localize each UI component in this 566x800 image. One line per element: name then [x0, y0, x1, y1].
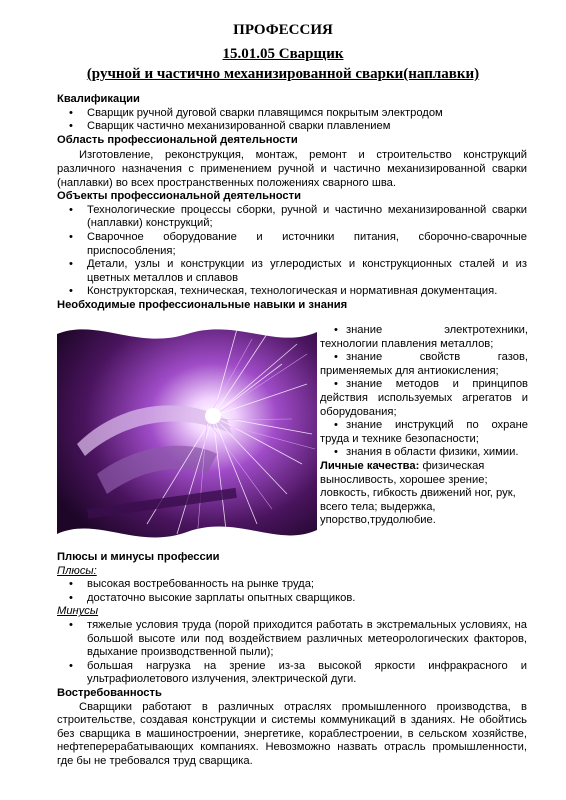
- profession-code-title: 15.01.05 Сварщик: [222, 46, 344, 62]
- skills-column: [320, 324, 528, 528]
- list-item: • достаточно высокие зарплаты опытных сварщиков.: [57, 592, 527, 606]
- page-title: ПРОФЕССИЯ: [233, 22, 333, 38]
- list-item: • знание электротехники, технологии плавления металлов;: [320, 324, 528, 351]
- personal-qualities: [320, 460, 528, 528]
- pros-label: Плюсы:: [57, 564, 97, 577]
- area-heading: Область профессиональной деятельности: [57, 133, 298, 146]
- list-item: • тяжелые условия труда (порой приходится работать в экстремальных условиях, на большой высоте или под воздействием различных метеорологических факторов, вдыхание производственной пыли);: [57, 619, 527, 660]
- personal-qualities-label: Личные качества:: [320, 459, 420, 472]
- skills-heading: Необходимые профессиональные навыки и знания: [57, 298, 348, 311]
- list-item: • Технологические процессы сборки, ручной и частично механизированной сварки (наплавки) конструкций;: [57, 204, 527, 231]
- objects-list: [57, 204, 527, 299]
- list-item: • Конструкторская, техническая, технологическая и нормативная документация.: [57, 285, 527, 299]
- list-item: • знания в области физики, химии.: [320, 446, 528, 460]
- personal-qualities-text: физическая выносливость, хорошее зрение; ловкость, гибкость движений ног, рук, всего тела; выдержка, упорство,трудолюбие.: [320, 459, 516, 527]
- skills-list: [320, 324, 528, 460]
- list-item: • знание методов и принципов действия используемых агрегатов и оборудования;: [320, 378, 528, 419]
- list-item: • Сварочное оборудование и источники питания, сборочно-сварочные приспособления;: [57, 231, 527, 258]
- profession-subtitle: (ручной и частично механизированной сварки(наплавки): [86, 66, 480, 82]
- pros-list: [57, 578, 527, 605]
- proscons-heading: Плюсы и минусы профессии: [57, 551, 220, 563]
- cons-list: [57, 619, 527, 687]
- qualifications-heading: Квалификации: [57, 93, 140, 105]
- demand-text: Сварщики работают в различных отраслях промышленного производства, в строительстве, создавая конструкции и системы коммуникаций в зданиях. Не обойтись без сварщика в машиностроении, энергетике, кораблестроении, в сельском хозяйстве, нефтеперерабатывающих компаниях. Невозможно назвать отрасль промышленности, где бы не требовался труд сварщика.: [57, 700, 527, 767]
- objects-heading: Объекты профессиональной деятельности: [57, 190, 301, 203]
- list-item: • Сварщик ручной дуговой сварки плавящимся покрытым электродом: [57, 107, 527, 121]
- welding-photo: [57, 324, 317, 546]
- list-item: • Детали, узлы и конструкции из углеродистых и конструкционных сталей и из цветных металлов и сплавов: [57, 258, 527, 285]
- bottom-section: [57, 551, 527, 769]
- cons-label: Минусы: [57, 605, 99, 618]
- area-text: Изготовление, реконструкция, монтаж, ремонт и строительство конструкций различного назначения с применением ручной и частично механизированной сварки (наплавки) во всех пространственных положениях сварного шва.: [57, 149, 527, 189]
- qualifications-list: [57, 107, 527, 134]
- demand-heading: Востребованность: [57, 686, 162, 699]
- list-item: • высокая востребованность на рынке труда;: [57, 578, 527, 592]
- list-item: • большая нагрузка на зрение из-за высокой яркости инфракрасного и ультрафиолетового излучения, электрической дуги.: [57, 660, 527, 687]
- list-item: • знание свойств газов, применяемых для антиокисления;: [320, 351, 528, 378]
- list-item: • Сварщик частично механизированной сварки плавлением: [57, 120, 527, 134]
- top-section: [57, 93, 527, 313]
- list-item: • знание инструкций по охране труда и технике безопасности;: [320, 419, 528, 446]
